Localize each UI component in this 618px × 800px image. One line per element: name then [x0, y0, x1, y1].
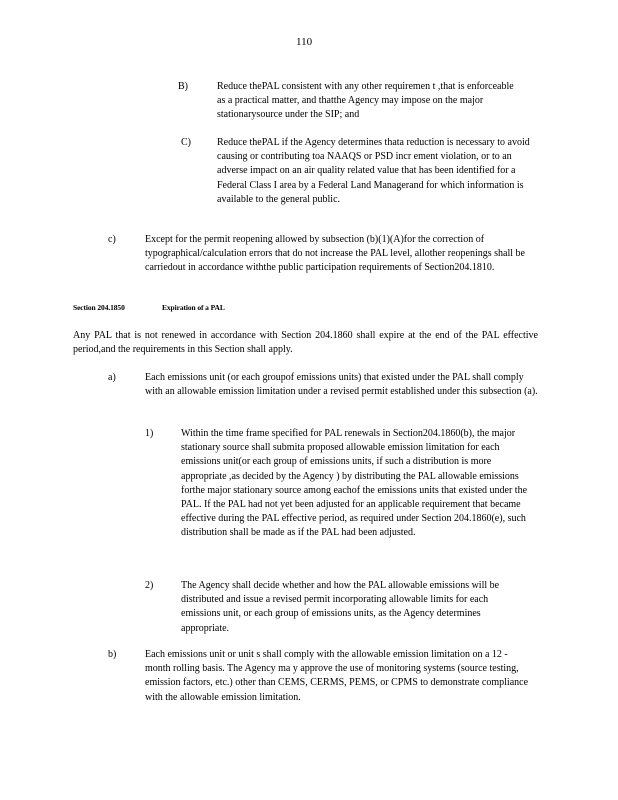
page-number: 110 — [296, 36, 313, 48]
item-label-C: C) — [181, 137, 191, 148]
subitem-text-1: Within the time frame specified for PAL renewals in Section204.1860(b), the major stationary source shall submita proposed allowable emission limitation for each emissions unit(or each group of emissions units, if such a distribution is more appropriate ,as decided by the Agency ) by distributing the PAL allowable emissions forthe major stationary source among eachof the emissions units that existed under the PAL. If the PAL had not yet been adjusted for an applicable requirement that became effective during the PAL effective period, as required under Section 204.1860(e), such distribution shall be made as if the PAL had been adjusted. — [181, 428, 528, 539]
item-text-B: Reduce thePAL consistent with any other requiremen t ,that is enforceable as a practical matter, and thatthe Agency may impose on the major stationarysource under the SIP; and — [217, 81, 514, 121]
item-text-b: Each emissions unit or unit s shall comply with the allowable emission limitation on a 12 -month rolling basis. The Agency ma y approve the use of monitoring systems (source testing, emission factors, etc.) other than CEMS, CERMS, PEMS, or CPMS to demonstrate compliance with the allowable emission limitation. — [145, 649, 529, 703]
subitem-label-1: 1) — [145, 428, 154, 439]
section-number: Section 204.1850 — [73, 303, 125, 312]
subitem-label-2: 2) — [145, 580, 154, 591]
item-text-C: Reduce thePAL if the Agency determines thata reduction is necessary to avoid causing or contributing toa NAAQS or PSD incr ement violation, or to an adverse impact on an air quality related value that has been identified for a Federal Class I area by a Federal Land Managerand for which information is available to the general public. — [217, 137, 530, 205]
item-label-a: a) — [108, 372, 116, 383]
item-text-c: Except for the permit reopening allowed by subsection (b)(1)(A)for the correction of typographical/calculation errors that do not increase the PAL level, allother reopenings shall be carriedout in accordance withthe public participation requirements of Section204.1810. — [145, 234, 525, 274]
item-label-B: B) — [178, 81, 188, 92]
item-label-b: b) — [108, 649, 117, 660]
subitem-text-2: The Agency shall decide whether and how the PAL allowable emissions will be distributed and issue a revised permit incorporating allowable limits for each emissions unit, or each group of emissions units, as the Agency determines appropriate. — [181, 580, 500, 634]
section-title: Expiration of a PAL — [162, 303, 225, 312]
item-text-a: Each emissions unit (or each groupof emissions units) that existed under the PAL shall comply with an allowable emission limitation under a revised permit established under this subsection (a). — [145, 372, 538, 398]
intro-paragraph: Any PAL that is not renewed in accordance with Section 204.1860 shall expire at the end of the PAL effective period,and the requirements in this Section shall apply. — [73, 330, 538, 356]
item-label-c: c) — [108, 234, 116, 245]
